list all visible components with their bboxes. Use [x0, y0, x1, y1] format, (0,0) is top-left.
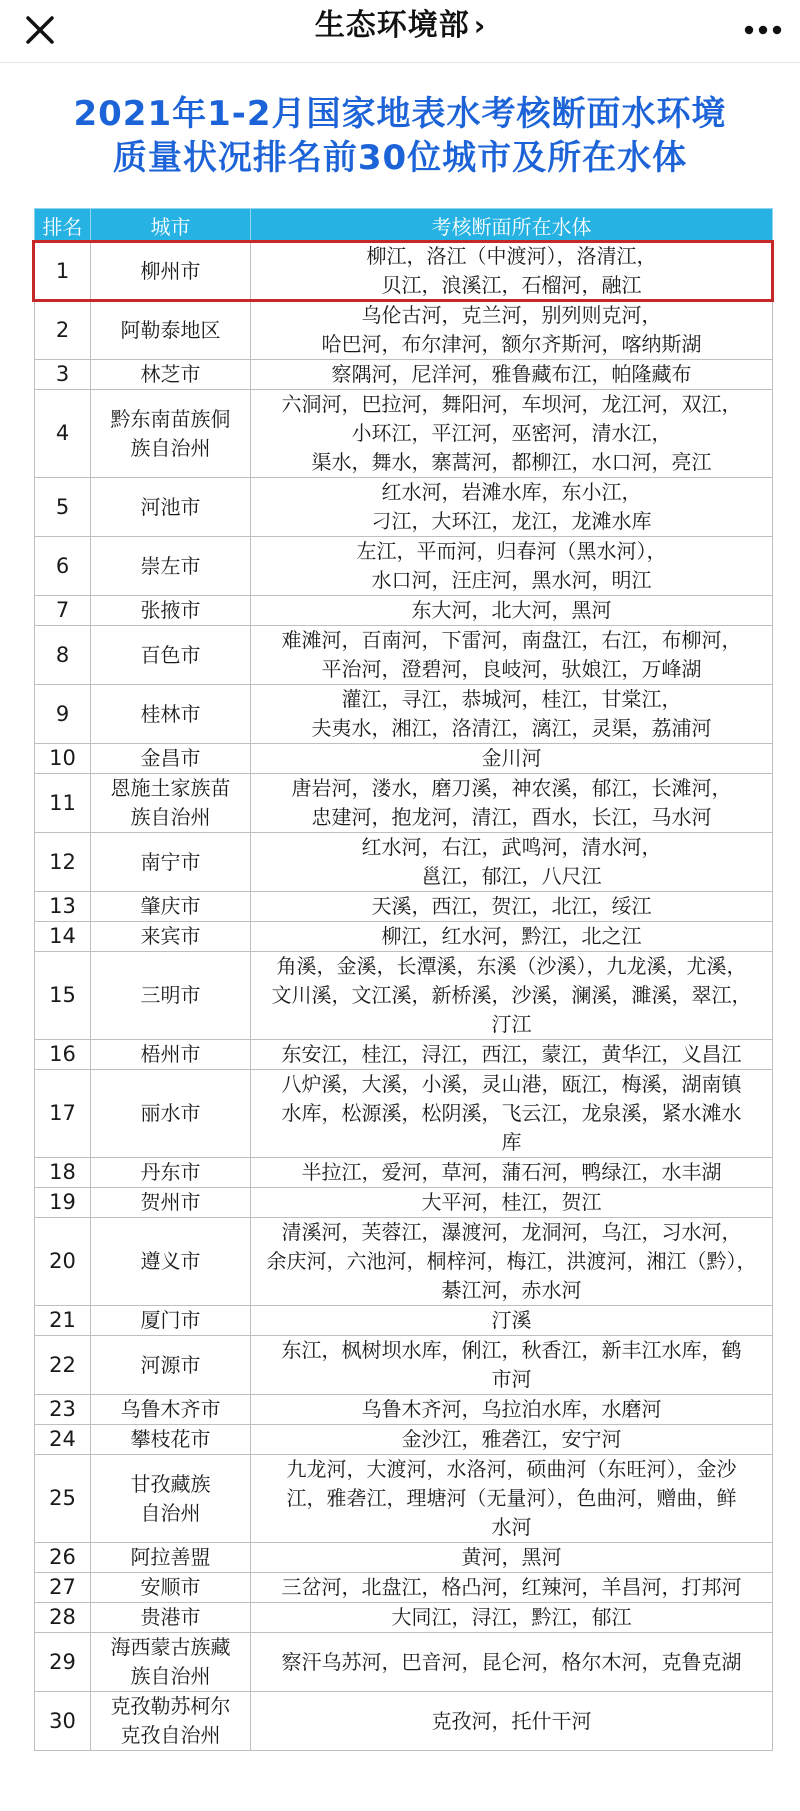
rank-cell: 18 [35, 1158, 91, 1188]
chevron-right-icon: › [473, 9, 486, 42]
water-body-cell: 乌鲁木齐河，乌拉泊水库，水磨河 [251, 1395, 773, 1425]
table-row [35, 833, 773, 892]
water-body-cell: 汀溪 [251, 1306, 773, 1336]
table-row [35, 390, 773, 478]
water-body-cell: 灌江，寻江，恭城河，桂江，甘棠江， 夫夷水，湘江，洛清江，漓江，灵渠，荔浦河 [251, 685, 773, 744]
table-row [35, 1692, 773, 1751]
rank-cell: 26 [35, 1543, 91, 1573]
table-row [35, 1425, 773, 1455]
city-cell: 贺州市 [91, 1188, 251, 1218]
city-cell: 来宾市 [91, 922, 251, 952]
table-row [35, 922, 773, 952]
city-cell: 桂林市 [91, 685, 251, 744]
table-row [35, 1573, 773, 1603]
rank-cell: 6 [35, 537, 91, 596]
city-cell: 柳州市 [91, 242, 251, 301]
rank-cell: 20 [35, 1218, 91, 1306]
rank-cell: 1 [35, 242, 91, 301]
rank-cell: 14 [35, 922, 91, 952]
title-line-2: 质量状况排名前30位城市及所在水体 [112, 138, 688, 178]
water-body-cell: 左江，平而河，归春河（黑水河）， 水口河，汪庄河，黑水河，明江 [251, 537, 773, 596]
account-title-area[interactable] [0, 0, 800, 52]
rank-cell: 19 [35, 1188, 91, 1218]
rank-cell: 24 [35, 1425, 91, 1455]
water-body-cell: 大同江，浔江，黔江，郁江 [251, 1603, 773, 1633]
water-body-cell: 金沙江，雅砻江，安宁河 [251, 1425, 773, 1455]
water-body-cell: 半拉江，爱河，草河，蒲石河，鸭绿江，水丰湖 [251, 1158, 773, 1188]
water-body-cell: 察隅河，尼洋河，雅鲁藏布江，帕隆藏布 [251, 360, 773, 390]
water-body-cell: 红水河，右江，武鸣河，清水河， 邕江，郁江，八尺江 [251, 833, 773, 892]
water-body-cell: 察汗乌苏河，巴音河，昆仑河，格尔木河，克鲁克湖 [251, 1633, 773, 1692]
city-cell: 张掖市 [91, 596, 251, 626]
rank-cell: 2 [35, 301, 91, 360]
rank-cell: 11 [35, 774, 91, 833]
rank-cell: 5 [35, 478, 91, 537]
city-cell: 丽水市 [91, 1070, 251, 1158]
city-cell: 林芝市 [91, 360, 251, 390]
rank-cell: 17 [35, 1070, 91, 1158]
water-body-cell: 乌伦古河，克兰河，别列则克河， 哈巴河，布尔津河，额尔齐斯河，喀纳斯湖 [251, 301, 773, 360]
city-cell: 崇左市 [91, 537, 251, 596]
water-body-cell: 角溪，金溪，长潭溪，东溪（沙溪），九龙溪，尤溪， 文川溪，文江溪，新桥溪，沙溪，澜溪，濉溪，翠江， 汀江 [251, 952, 773, 1040]
city-cell: 三明市 [91, 952, 251, 1040]
account-name[interactable]: 生态环境部 [314, 8, 470, 43]
rank-cell: 10 [35, 744, 91, 774]
table-row [35, 1070, 773, 1158]
city-cell: 金昌市 [91, 744, 251, 774]
header-water-body: 考核断面所在水体 [251, 209, 773, 242]
water-body-cell: 八炉溪，大溪，小溪，灵山港，瓯江，梅溪，湖南镇 水库，松源溪，松阴溪，飞云江，龙泉溪，紧水滩水 库 [251, 1070, 773, 1158]
water-body-cell: 黄河，黑河 [251, 1543, 773, 1573]
city-cell: 恩施土家族苗 族自治州 [91, 774, 251, 833]
city-cell: 百色市 [91, 626, 251, 685]
more-options-icon [742, 12, 784, 48]
table-row [35, 1306, 773, 1336]
city-cell: 攀枝花市 [91, 1425, 251, 1455]
title-line-1: 2021年1-2月国家地表水考核断面水环境 [73, 94, 727, 134]
table-row [35, 1336, 773, 1395]
table-row [35, 478, 773, 537]
rank-cell: 7 [35, 596, 91, 626]
rank-cell: 15 [35, 952, 91, 1040]
city-cell: 河源市 [91, 1336, 251, 1395]
rank-cell: 13 [35, 892, 91, 922]
water-body-cell: 东江，枫树坝水库，俐江，秋香江，新丰江水库，鹤 市河 [251, 1336, 773, 1395]
city-cell: 甘孜藏族 自治州 [91, 1455, 251, 1543]
rank-cell: 9 [35, 685, 91, 744]
table-row [35, 892, 773, 922]
water-body-cell: 红水河，岩滩水库，东小江， 刁江，大环江，龙江，龙滩水库 [251, 478, 773, 537]
rank-cell: 30 [35, 1692, 91, 1751]
table-row [35, 1188, 773, 1218]
water-body-cell: 金川河 [251, 744, 773, 774]
table-row [35, 1603, 773, 1633]
table-row [35, 537, 773, 596]
table-row [35, 596, 773, 626]
table-row [35, 774, 773, 833]
rank-cell: 12 [35, 833, 91, 892]
ranking-table [34, 208, 773, 1751]
table-row [35, 1218, 773, 1306]
water-body-cell: 三岔河，北盘江，格凸河，红辣河，羊昌河，打邦河 [251, 1573, 773, 1603]
city-cell: 黔东南苗族侗 族自治州 [91, 390, 251, 478]
header-city: 城市 [91, 209, 251, 242]
table-row [35, 360, 773, 390]
water-body-cell: 克孜河，托什干河 [251, 1692, 773, 1751]
city-cell: 安顺市 [91, 1573, 251, 1603]
city-cell: 南宁市 [91, 833, 251, 892]
rank-cell: 23 [35, 1395, 91, 1425]
table-row [35, 1395, 773, 1425]
city-cell: 河池市 [91, 478, 251, 537]
city-cell: 阿勒泰地区 [91, 301, 251, 360]
water-body-cell: 难滩河，百南河，下雷河，南盘江，右江，布柳河， 平治河，澄碧河，良岐河，驮娘江，万峰湖 [251, 626, 773, 685]
water-body-cell: 天溪，西江，贺江，北江，绥江 [251, 892, 773, 922]
table-row [35, 626, 773, 685]
city-cell: 克孜勒苏柯尔 克孜自治州 [91, 1692, 251, 1751]
table-row [35, 952, 773, 1040]
rank-cell: 8 [35, 626, 91, 685]
header-rank: 排名 [35, 209, 91, 242]
rank-cell: 16 [35, 1040, 91, 1070]
article-title [0, 92, 800, 180]
city-cell: 肇庆市 [91, 892, 251, 922]
table-row [35, 242, 773, 301]
city-cell: 乌鲁木齐市 [91, 1395, 251, 1425]
table-row [35, 1455, 773, 1543]
rank-cell: 28 [35, 1603, 91, 1633]
table-header-row [35, 209, 773, 242]
city-cell: 海西蒙古族藏 族自治州 [91, 1633, 251, 1692]
rank-cell: 27 [35, 1573, 91, 1603]
city-cell: 贵港市 [91, 1603, 251, 1633]
more-options-button[interactable] [742, 12, 784, 48]
table-row [35, 685, 773, 744]
table-row [35, 301, 773, 360]
ranking-table-container [34, 208, 772, 1751]
rank-cell: 4 [35, 390, 91, 478]
table-row [35, 744, 773, 774]
city-cell: 遵义市 [91, 1218, 251, 1306]
city-cell: 丹东市 [91, 1158, 251, 1188]
water-body-cell: 唐岩河，溇水，磨刀溪，神农溪，郁江，长滩河， 忠建河，抱龙河，清江，酉水，长江，马水河 [251, 774, 773, 833]
rank-cell: 25 [35, 1455, 91, 1543]
city-cell: 梧州市 [91, 1040, 251, 1070]
rank-cell: 3 [35, 360, 91, 390]
top-nav-bar [0, 0, 800, 63]
table-row [35, 1633, 773, 1692]
water-body-cell: 九龙河，大渡河，水洛河，硕曲河（东旺河），金沙 江，雅砻江，理塘河（无量河），色曲河，赠曲，鲜 水河 [251, 1455, 773, 1543]
water-body-cell: 东大河，北大河，黑河 [251, 596, 773, 626]
table-row [35, 1543, 773, 1573]
water-body-cell: 柳江，红水河，黔江，北之江 [251, 922, 773, 952]
city-cell: 阿拉善盟 [91, 1543, 251, 1573]
water-body-cell: 六洞河，巴拉河，舞阳河，车坝河，龙江河，双江， 小环江，平江河，巫密河，清水江， 渠水，舞水，寨蒿河，都柳江，水口河，亮江 [251, 390, 773, 478]
rank-cell: 29 [35, 1633, 91, 1692]
water-body-cell: 清溪河，芙蓉江，瀑渡河，龙洞河，乌江，习水河， 余庆河，六池河，桐梓河，梅江，洪渡河，湘江（黔）， 綦江河，赤水河 [251, 1218, 773, 1306]
city-cell: 厦门市 [91, 1306, 251, 1336]
table-row [35, 1040, 773, 1070]
rank-cell: 21 [35, 1306, 91, 1336]
water-body-cell: 大平河，桂江，贺江 [251, 1188, 773, 1218]
water-body-cell: 东安江，桂江，浔江，西江，蒙江，黄华江，义昌江 [251, 1040, 773, 1070]
rank-cell: 22 [35, 1336, 91, 1395]
water-body-cell: 柳江，洛江（中渡河），洛清江， 贝江，浪溪江，石榴河，融江 [251, 242, 773, 301]
table-row [35, 1158, 773, 1188]
